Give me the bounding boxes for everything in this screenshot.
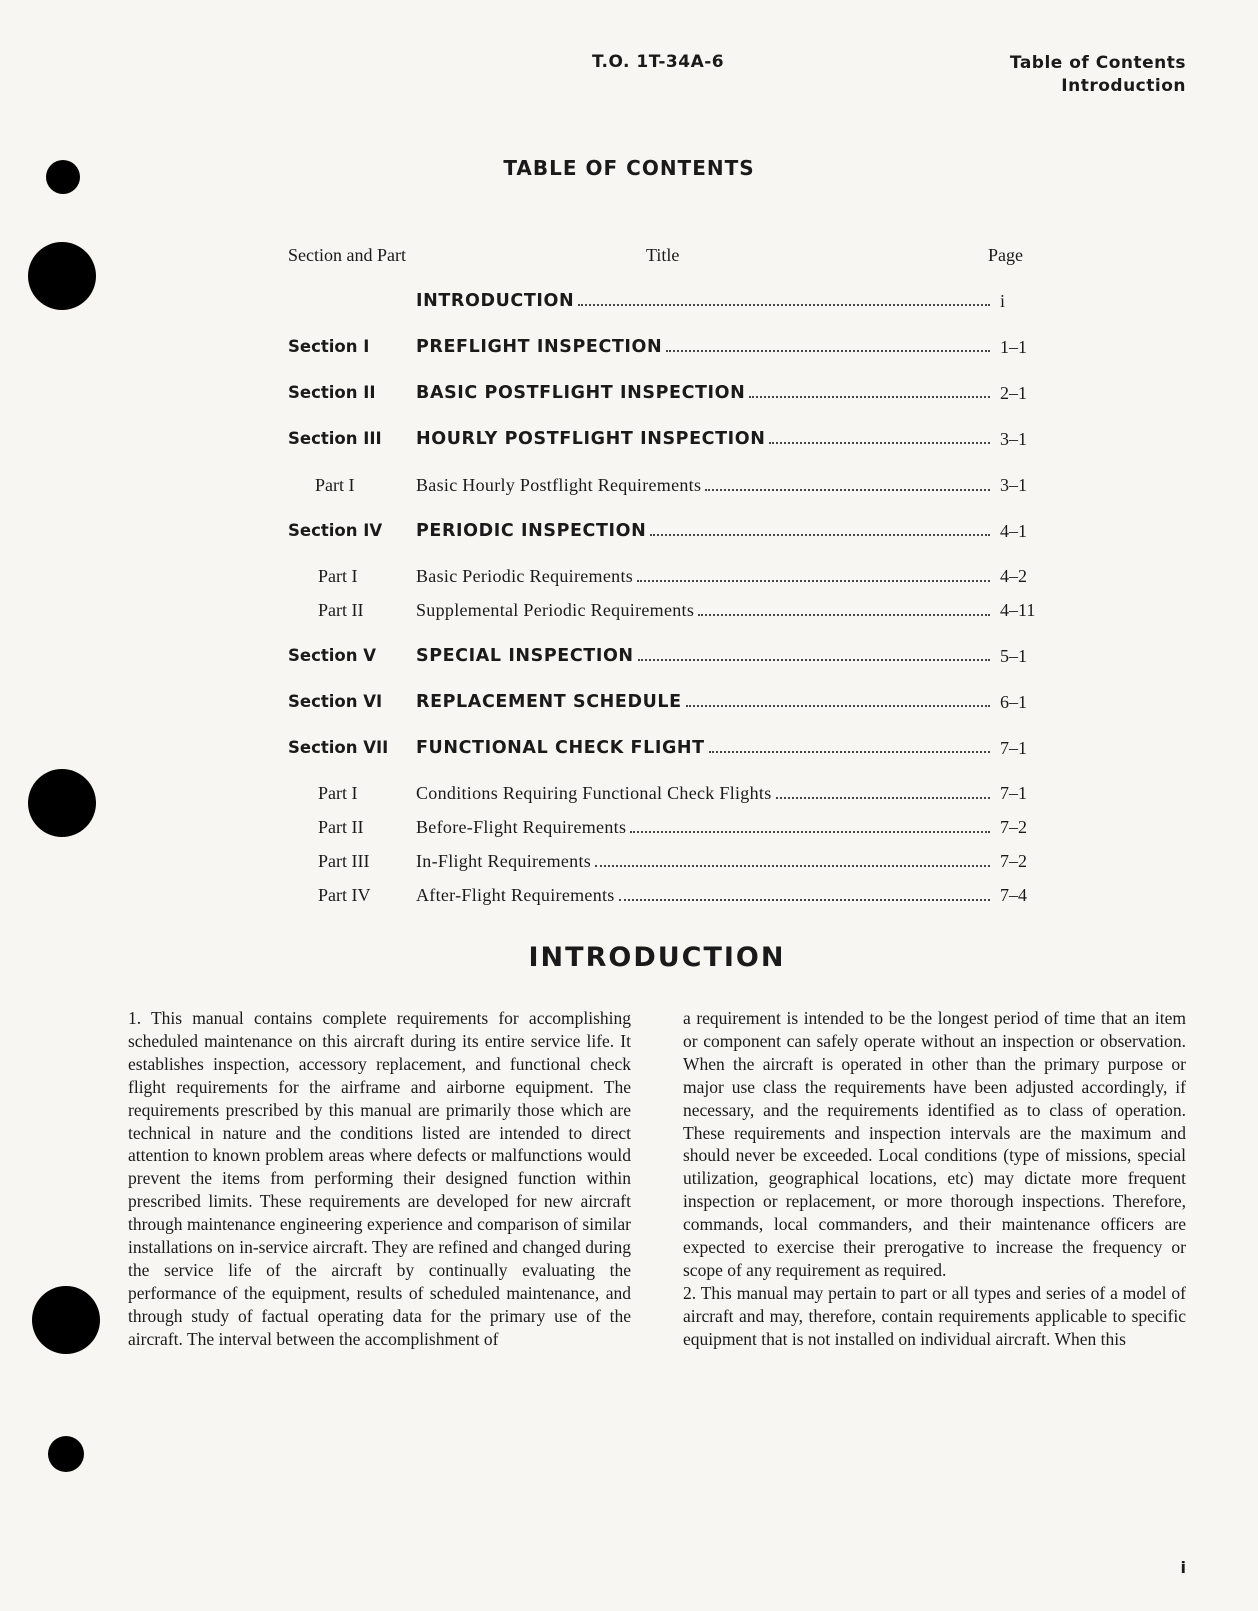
toc-entry-page: 7–2 bbox=[1000, 817, 1027, 837]
toc-entry bbox=[0, 817, 1258, 841]
toc-entry-section: Section VII bbox=[288, 738, 389, 757]
toc-entry-title: SPECIAL INSPECTION bbox=[416, 646, 634, 666]
dot-leader bbox=[630, 831, 990, 833]
binder-hole-4 bbox=[32, 1286, 100, 1354]
toc-entry-title: Conditions Requiring Functional Check Flights bbox=[416, 783, 772, 803]
document-number: T.O. 1T-34A-6 bbox=[592, 52, 725, 72]
toc-entry-section: Section II bbox=[288, 383, 376, 402]
toc-entry-section: Section IV bbox=[288, 521, 383, 540]
dot-leader bbox=[650, 534, 990, 536]
toc-entry-title: BASIC POSTFLIGHT INSPECTION bbox=[416, 383, 746, 403]
toc-entry-section: Section I bbox=[288, 337, 370, 356]
toc-entry-section: Part I bbox=[318, 566, 358, 586]
dot-leader bbox=[705, 489, 990, 491]
toc-entry-title: Before-Flight Requirements bbox=[416, 817, 627, 837]
dot-leader bbox=[769, 442, 990, 444]
toc-title: TABLE OF CONTENTS bbox=[503, 156, 755, 180]
toc-entry bbox=[0, 291, 1258, 315]
toc-entry-section: Section V bbox=[288, 646, 376, 665]
toc-entry-page: 6–1 bbox=[1000, 692, 1027, 712]
toc-entry-title: After-Flight Requirements bbox=[416, 885, 615, 905]
toc-entry-title: REPLACEMENT SCHEDULE bbox=[416, 692, 682, 712]
toc-entry-page: 4–1 bbox=[1000, 521, 1027, 541]
toc-entry bbox=[0, 521, 1258, 545]
dot-leader bbox=[776, 797, 991, 799]
toc-entry-page: 4–2 bbox=[1000, 566, 1027, 586]
dot-leader bbox=[595, 865, 990, 867]
toc-entry-section: Part IV bbox=[318, 885, 371, 905]
toc-entry-page: 7–4 bbox=[1000, 885, 1027, 905]
toc-entry-page: 7–2 bbox=[1000, 851, 1027, 871]
running-header bbox=[1010, 52, 1186, 98]
toc-entry-section: Part I bbox=[318, 783, 358, 803]
dot-leader bbox=[638, 659, 990, 661]
toc-entry bbox=[0, 429, 1258, 453]
toc-entry bbox=[0, 383, 1258, 407]
toc-entry bbox=[0, 475, 1258, 499]
dot-leader bbox=[686, 705, 990, 707]
toc-entry-title: FUNCTIONAL CHECK FLIGHT bbox=[416, 738, 705, 758]
toc-entry-section: Part II bbox=[318, 600, 364, 620]
toc-entry-section: Section VI bbox=[288, 692, 383, 711]
toc-entry-page: 7–1 bbox=[1000, 783, 1027, 803]
dot-leader bbox=[709, 751, 990, 753]
toc-entry-page: 7–1 bbox=[1000, 738, 1027, 758]
running-header-line-1: Table of Contents bbox=[1009, 53, 1186, 73]
toc-entry-section: Part I bbox=[315, 475, 355, 495]
toc-entry bbox=[0, 738, 1258, 762]
paragraph: 1. This manual contains complete requirements for accomplishing scheduled maintenance on this aircraft during its entire service life. It establishes inspection, accessory replacement, and functional check flight requirements for the airframe and airborne equipment. The requirements prescribed by this manual are primarily those which are technical in nature and the conditions listed are intended to direct attention to known problem areas where defects or malfunctions would prevent the items from performing their designed function within prescribed limits. These requirements are developed for new aircraft through maintenance engineering experience and comparison of similar installations on in-service aircraft. They are refined and changed during the service life of the aircraft by continually evaluating the performance of the equipment, results of scheduled maintenance, and through study of factual operating data for the primary use of the aircraft. The interval between the accomplishment of bbox=[128, 1008, 631, 1349]
toc-entry-title: HOURLY POSTFLIGHT INSPECTION bbox=[416, 429, 766, 449]
toc-entry-page: 3–1 bbox=[1000, 475, 1027, 495]
toc-entry bbox=[0, 646, 1258, 670]
toc-entry-section: Part III bbox=[318, 851, 370, 871]
toc-entry-title: Supplemental Periodic Requirements bbox=[416, 600, 695, 620]
dot-leader bbox=[578, 304, 990, 306]
toc-entry-page: 1–1 bbox=[1000, 337, 1027, 357]
toc-entry bbox=[0, 692, 1258, 716]
binder-hole-5 bbox=[48, 1436, 84, 1472]
toc-entry-section: Part II bbox=[318, 817, 364, 837]
paragraph: 2. This manual may pertain to part or all types and series of a model of aircraft and may, therefore, contain requirements applicable to specific equipment that is not installed on individual aircraft. When this bbox=[683, 1282, 1186, 1349]
running-header-line-2: Introduction bbox=[1061, 76, 1186, 96]
toc-entry-page: i bbox=[1000, 291, 1006, 311]
toc-entry bbox=[0, 337, 1258, 361]
introduction-right-column bbox=[683, 1007, 1186, 1351]
toc-entry-section: Section III bbox=[288, 429, 382, 448]
dot-leader bbox=[619, 899, 990, 901]
toc-entry bbox=[0, 885, 1258, 909]
toc-column-header-section: Section and Part bbox=[288, 245, 406, 265]
toc-entry-page: 2–1 bbox=[1000, 383, 1027, 403]
toc-entry bbox=[0, 851, 1258, 875]
dot-leader bbox=[749, 396, 990, 398]
dot-leader bbox=[698, 614, 990, 616]
toc-entry-page: 3–1 bbox=[1000, 429, 1027, 449]
toc-entry-title: PREFLIGHT INSPECTION bbox=[416, 337, 663, 357]
introduction-left-column bbox=[128, 1007, 631, 1351]
page-number: i bbox=[1180, 1558, 1186, 1577]
toc-entry-page: 5–1 bbox=[1000, 646, 1027, 666]
toc-entry-title: In-Flight Requirements bbox=[416, 851, 592, 871]
toc-entry-title: INTRODUCTION bbox=[416, 291, 575, 311]
introduction-heading: INTRODUCTION bbox=[528, 942, 786, 973]
toc-entry bbox=[0, 600, 1258, 624]
toc-entry bbox=[0, 783, 1258, 807]
toc-entry-page: 4–11 bbox=[1000, 600, 1036, 620]
toc-entry-title: PERIODIC INSPECTION bbox=[416, 521, 647, 541]
toc-entry-title: Basic Periodic Requirements bbox=[416, 566, 634, 586]
toc-entry bbox=[0, 566, 1258, 590]
toc-column-header-page: Page bbox=[988, 245, 1023, 265]
dot-leader bbox=[637, 580, 990, 582]
toc-entry-title: Basic Hourly Postflight Requirements bbox=[416, 475, 702, 495]
toc-column-header-title: Title bbox=[646, 245, 680, 265]
paragraph: a requirement is intended to be the longest period of time that an item or component can safely operate without an inspection or observation. When the aircraft is operated in other than the primary purpose or major use class the requirements have been adjusted accordingly, if necessary, and the requirements identified as to class of operation. These requirements and inspection intervals are the maximum and should never be exceeded. Local conditions (type of missions, special utilization, geographical locations, etc) may dictate more frequent inspection or replacement, or more thorough inspections. Therefore, commands, local commanders, and their maintenance officers are expected to exercise their prerogative to increase the frequency or scope of any requirement as required. bbox=[683, 1008, 1186, 1280]
dot-leader bbox=[666, 350, 990, 352]
